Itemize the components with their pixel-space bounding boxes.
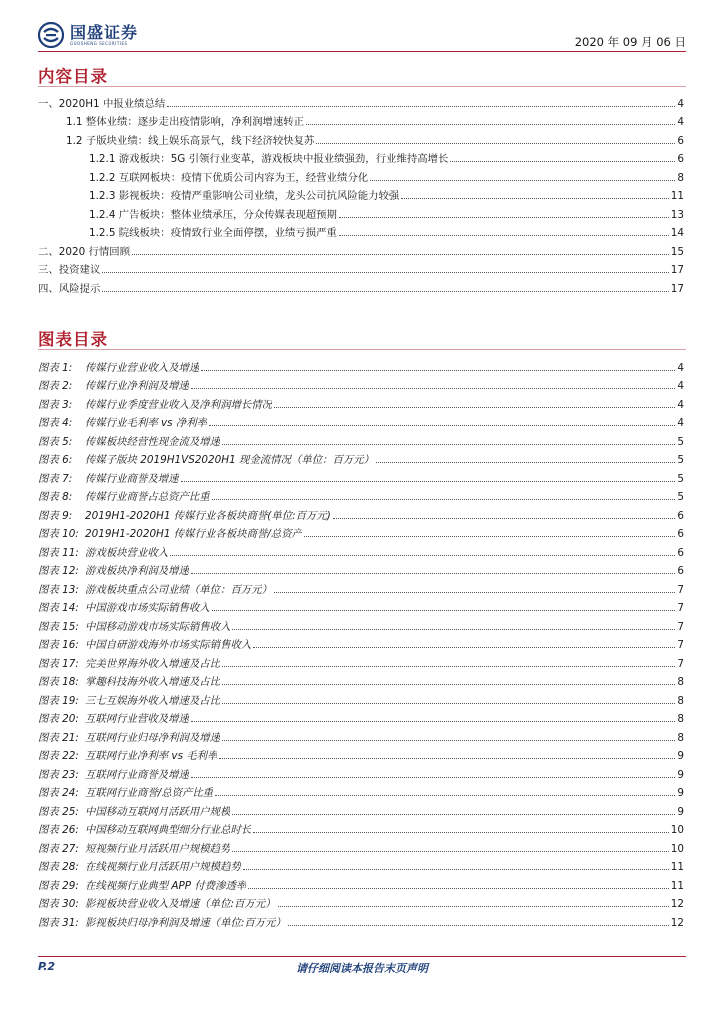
figure-caption: 中国游戏市场实际销售收入 bbox=[85, 602, 210, 614]
toc-leader-dots bbox=[401, 197, 668, 199]
figure-caption: 游戏板块重点公司业绩（单位：百万元） bbox=[85, 583, 273, 596]
toc-leader-dots bbox=[222, 665, 675, 667]
figure-entry-label bbox=[38, 396, 272, 411]
figure-entry-page: 8 bbox=[677, 731, 684, 744]
figure-entry-page: 5 bbox=[677, 454, 684, 466]
figure-entry-page: 4 bbox=[677, 417, 684, 429]
figure-entry-label bbox=[38, 673, 220, 688]
figures-title: 图表目录 bbox=[38, 330, 108, 349]
toc-entry[interactable] bbox=[38, 147, 684, 166]
figure-entry[interactable] bbox=[38, 781, 684, 800]
figure-entry[interactable] bbox=[38, 411, 684, 430]
figure-entry[interactable] bbox=[38, 392, 684, 411]
figure-entry-page: 11 bbox=[670, 861, 684, 873]
figure-entry-label bbox=[38, 914, 286, 929]
figure-caption: 掌趣科技海外收入增速及占比 bbox=[85, 676, 221, 688]
figure-entry-page: 11 bbox=[670, 879, 684, 892]
toc-entry-page: 14 bbox=[670, 227, 684, 239]
contents-list bbox=[38, 91, 684, 295]
figure-entry-page: 8 bbox=[677, 694, 684, 707]
toc-entry[interactable] bbox=[38, 221, 684, 240]
figure-entry-page: 5 bbox=[677, 472, 684, 485]
toc-leader-dots bbox=[222, 443, 675, 445]
figure-number: 图表 23: bbox=[38, 768, 79, 781]
figure-caption: 三七互娱海外收入增速及占比 bbox=[85, 694, 221, 707]
toc-leader-dots bbox=[288, 924, 669, 926]
toc-leader-dots bbox=[222, 739, 675, 741]
figure-caption: 影视板块归母净利润及增速（单位:百万元） bbox=[85, 916, 286, 929]
figure-number: 图表 17: bbox=[38, 657, 79, 670]
figure-entry-page: 7 bbox=[677, 639, 684, 651]
toc-leader-dots bbox=[306, 123, 675, 125]
figure-entry[interactable] bbox=[38, 614, 684, 633]
figure-caption: 传媒子版块 2019H1VS2020H1 现金流情况（单位：百万元） bbox=[85, 454, 375, 466]
toc-leader-dots bbox=[232, 813, 675, 815]
figure-caption: 游戏板块营业收入 bbox=[85, 546, 169, 559]
figure-entry-page: 12 bbox=[670, 898, 684, 910]
page-header bbox=[38, 18, 686, 50]
figure-entry-page: 10 bbox=[670, 842, 684, 855]
figure-entry-label bbox=[38, 840, 230, 855]
toc-entry-label: 1.2.4 广告板块：整体业绩承压，分众传媒表现超预期 bbox=[89, 208, 337, 221]
figure-number: 图表 31: bbox=[38, 916, 79, 929]
toc-leader-dots bbox=[274, 406, 675, 408]
figure-entry[interactable] bbox=[38, 836, 684, 855]
figure-caption: 传媒板块经营性现金流及增速 bbox=[85, 435, 221, 448]
figure-entry[interactable] bbox=[38, 651, 684, 670]
toc-entry-label: 四、风险提示 bbox=[38, 282, 101, 295]
page-number: P.2 bbox=[38, 960, 56, 973]
figure-caption: 互联网行业归母净利润及增速 bbox=[85, 731, 221, 744]
figure-number: 图表 8: bbox=[38, 491, 73, 503]
figure-number: 图表 24: bbox=[38, 787, 79, 799]
toc-leader-dots bbox=[376, 461, 675, 463]
figure-entry[interactable] bbox=[38, 596, 684, 615]
figure-number: 图表 20: bbox=[38, 713, 79, 725]
toc-leader-dots bbox=[304, 535, 675, 537]
toc-entry-page: 17 bbox=[670, 264, 684, 276]
toc-leader-dots bbox=[253, 831, 669, 833]
figure-number: 图表 21: bbox=[38, 731, 79, 744]
guosheng-logo-icon bbox=[38, 22, 64, 48]
toc-entry-label: 一、2020H1 中报业绩总结 bbox=[38, 97, 166, 110]
toc-entry-page: 8 bbox=[677, 171, 684, 184]
toc-entry-page: 4 bbox=[677, 97, 684, 110]
toc-entry-label: 1.2.3 影视板块：疫情严重影响公司业绩，龙头公司抗风险能力较强 bbox=[89, 190, 400, 202]
toc-leader-dots bbox=[132, 253, 669, 255]
figure-caption: 传媒行业净利润及增速 bbox=[85, 380, 189, 392]
figure-number: 图表 14: bbox=[38, 602, 79, 614]
toc-entry[interactable] bbox=[38, 239, 684, 258]
toc-entry[interactable] bbox=[38, 202, 684, 221]
figure-entry[interactable] bbox=[38, 485, 684, 504]
figure-number: 图表 12: bbox=[38, 565, 79, 577]
toc-entry[interactable] bbox=[38, 91, 684, 110]
toc-entry-label: 1.2.5 院线板块：疫情致行业全面停摆，业绩亏损严重 bbox=[89, 227, 337, 239]
figure-number: 图表 26: bbox=[38, 824, 79, 836]
figure-entry-page: 12 bbox=[670, 916, 684, 929]
figure-entry[interactable] bbox=[38, 633, 684, 652]
figure-entry-label bbox=[38, 451, 374, 466]
figure-entry[interactable] bbox=[38, 725, 684, 744]
figure-entry[interactable] bbox=[38, 374, 684, 393]
figure-entry-label bbox=[38, 821, 251, 836]
figure-number: 图表 1: bbox=[38, 361, 73, 374]
header-divider bbox=[38, 51, 686, 52]
figure-entry-page: 6 bbox=[677, 565, 684, 577]
figure-number: 图表 27: bbox=[38, 842, 79, 855]
toc-entry-page: 11 bbox=[670, 190, 684, 202]
toc-entry-page: 13 bbox=[670, 208, 684, 221]
toc-leader-dots bbox=[191, 572, 675, 574]
report-date: 2020 年 09 月 06 日 bbox=[574, 35, 686, 49]
figure-entry-label bbox=[38, 470, 179, 485]
figure-entry-label bbox=[38, 581, 272, 596]
figure-entry-label bbox=[38, 729, 220, 744]
figure-caption: 互联网行业商誉及增速 bbox=[85, 768, 189, 781]
figure-entry-label bbox=[38, 858, 241, 873]
figure-entry[interactable] bbox=[38, 503, 684, 522]
figure-entry-page: 6 bbox=[677, 528, 684, 540]
figure-entry-page: 7 bbox=[677, 602, 684, 614]
figure-entry-label bbox=[38, 562, 189, 577]
toc-leader-dots bbox=[370, 179, 675, 181]
figures-title-divider bbox=[38, 349, 686, 350]
figure-number: 图表 13: bbox=[38, 583, 79, 596]
toc-entry[interactable] bbox=[38, 184, 684, 203]
toc-entry-page: 4 bbox=[677, 116, 684, 128]
toc-leader-dots bbox=[339, 234, 669, 236]
figure-caption: 短视频行业月活跃用户规模趋势 bbox=[85, 842, 231, 855]
toc-leader-dots bbox=[212, 498, 676, 500]
figure-entry-page: 9 bbox=[677, 787, 684, 799]
figure-entry-page: 9 bbox=[677, 750, 684, 762]
figure-entry[interactable] bbox=[38, 448, 684, 467]
figure-caption: 2019H1-2020H1 传媒行业各板块商誉(单位:百万元) bbox=[85, 509, 331, 522]
figure-entry[interactable] bbox=[38, 799, 684, 818]
figure-number: 图表 2: bbox=[38, 380, 73, 392]
figure-number: 图表 16: bbox=[38, 639, 79, 651]
toc-entry-page: 6 bbox=[677, 153, 684, 165]
figure-caption: 传媒行业商誉及增速 bbox=[85, 472, 179, 485]
figure-entry-label bbox=[38, 895, 276, 910]
figure-entry[interactable] bbox=[38, 466, 684, 485]
figure-entry-label bbox=[38, 618, 230, 633]
figure-entry-page: 8 bbox=[677, 713, 684, 725]
toc-leader-dots bbox=[339, 216, 669, 218]
figure-entry-label bbox=[38, 488, 210, 503]
figure-entry-label bbox=[38, 544, 168, 559]
figure-number: 图表 28: bbox=[38, 861, 79, 873]
toc-entry-label: 1.2 子版块业绩：线上娱乐高景气，线下经济较快复苏 bbox=[66, 134, 315, 147]
figure-entry-label bbox=[38, 359, 199, 374]
figure-entry-page: 4 bbox=[677, 398, 684, 411]
figure-entry-page: 6 bbox=[677, 509, 684, 522]
figure-entry-label bbox=[38, 636, 251, 651]
figure-entry-label bbox=[38, 710, 189, 725]
figure-entry[interactable] bbox=[38, 559, 684, 578]
toc-leader-dots bbox=[167, 105, 675, 107]
figure-number: 图表 11: bbox=[38, 546, 79, 559]
figure-entry[interactable] bbox=[38, 540, 684, 559]
toc-entry-page: 15 bbox=[670, 245, 684, 258]
figure-entry-label bbox=[38, 784, 213, 799]
figure-entry[interactable] bbox=[38, 892, 684, 911]
figure-entry-label bbox=[38, 877, 246, 892]
toc-entry[interactable] bbox=[38, 258, 684, 277]
toc-leader-dots bbox=[278, 905, 669, 907]
figure-number: 图表 9: bbox=[38, 509, 73, 522]
figure-entry-page: 8 bbox=[677, 676, 684, 688]
figure-caption: 2019H1-2020H1 传媒行业各板块商誉/总资产 bbox=[85, 528, 302, 540]
figure-number: 图表 3: bbox=[38, 398, 73, 411]
figure-entry-label bbox=[38, 766, 189, 781]
figure-entry-page: 9 bbox=[677, 805, 684, 818]
toc-leader-dots bbox=[274, 591, 675, 593]
figure-entry-page: 10 bbox=[670, 824, 684, 836]
toc-leader-dots bbox=[232, 850, 668, 852]
toc-leader-dots bbox=[450, 160, 675, 162]
figure-number: 图表 18: bbox=[38, 676, 79, 688]
figure-number: 图表 5: bbox=[38, 435, 73, 448]
figures-list bbox=[38, 355, 684, 929]
figure-entry-label bbox=[38, 507, 331, 522]
figure-caption: 互联网行业净利率 vs 毛利率 bbox=[85, 750, 218, 762]
figure-caption: 传媒行业营业收入及增速 bbox=[85, 361, 200, 374]
figure-number: 图表 6: bbox=[38, 454, 73, 466]
figure-entry-page: 9 bbox=[677, 768, 684, 781]
figure-entry[interactable] bbox=[38, 522, 684, 541]
figure-entry[interactable] bbox=[38, 577, 684, 596]
figure-number: 图表 7: bbox=[38, 472, 73, 485]
figure-entry[interactable] bbox=[38, 910, 684, 929]
figure-entry-page: 4 bbox=[677, 361, 684, 374]
toc-leader-dots bbox=[219, 757, 675, 759]
figure-entry-label bbox=[38, 414, 207, 429]
toc-entry-page: 17 bbox=[670, 282, 684, 295]
figure-caption: 互联网行业营收及增速 bbox=[85, 713, 189, 725]
footer-disclaimer: 请仔细阅读本报告末页声明 bbox=[296, 962, 428, 975]
logo-name-en: GUOSHENG SECURITIES bbox=[70, 41, 128, 46]
figure-number: 图表 10: bbox=[38, 528, 79, 540]
figure-entry[interactable] bbox=[38, 855, 684, 874]
toc-leader-dots bbox=[191, 720, 675, 722]
figure-entry-label bbox=[38, 655, 220, 670]
figure-entry-label bbox=[38, 377, 189, 392]
toc-leader-dots bbox=[170, 554, 675, 556]
toc-leader-dots bbox=[248, 887, 668, 889]
company-logo bbox=[38, 22, 138, 48]
figure-number: 图表 29: bbox=[38, 879, 79, 892]
toc-entry-label: 三、投资建议 bbox=[38, 264, 101, 276]
toc-leader-dots bbox=[333, 517, 676, 519]
figure-number: 图表 25: bbox=[38, 805, 79, 818]
figure-caption: 传媒行业毛利率 vs 净利率 bbox=[85, 417, 208, 429]
figure-number: 图表 4: bbox=[38, 417, 73, 429]
toc-leader-dots bbox=[222, 702, 675, 704]
figure-entry-page: 4 bbox=[677, 380, 684, 392]
figure-entry[interactable] bbox=[38, 429, 684, 448]
figure-caption: 影视板块营业收入及增速（单位:百万元） bbox=[85, 898, 276, 910]
toc-leader-dots bbox=[191, 387, 675, 389]
figure-entry[interactable] bbox=[38, 818, 684, 837]
figure-caption: 在线视频行业月活跃用户规模趋势 bbox=[85, 861, 241, 873]
toc-leader-dots bbox=[222, 683, 675, 685]
toc-entry-label: 1.2.2 互联网板块：疫情下优质公司内容为王，经营业绩分化 bbox=[89, 171, 369, 184]
figure-entry-label bbox=[38, 692, 220, 707]
toc-leader-dots bbox=[102, 271, 668, 273]
figure-caption: 中国移动互联网典型细分行业总时长 bbox=[85, 824, 252, 836]
figure-number: 图表 30: bbox=[38, 898, 79, 910]
figure-entry[interactable] bbox=[38, 744, 684, 763]
figure-entry-page: 7 bbox=[677, 657, 684, 670]
toc-leader-dots bbox=[102, 290, 668, 292]
toc-leader-dots bbox=[253, 646, 675, 648]
figure-caption: 互联网行业商誉/总资产比重 bbox=[85, 787, 214, 799]
figure-number: 图表 22: bbox=[38, 750, 79, 762]
figure-entry[interactable] bbox=[38, 873, 684, 892]
figure-entry-label bbox=[38, 525, 302, 540]
toc-entry-label: 二、2020 行情回顾 bbox=[38, 245, 131, 258]
figure-entry-label bbox=[38, 599, 210, 614]
figure-entry-page: 5 bbox=[677, 435, 684, 448]
toc-entry[interactable] bbox=[38, 128, 684, 147]
toc-entry-page: 6 bbox=[677, 134, 684, 147]
contents-title: 内容目录 bbox=[38, 67, 108, 86]
figure-caption: 完美世界海外收入增速及占比 bbox=[85, 657, 221, 670]
figure-number: 图表 19: bbox=[38, 694, 79, 707]
toc-entry-label: 1.1 整体业绩：逐步走出疫情影响，净利润增速转正 bbox=[66, 116, 305, 128]
toc-entry[interactable] bbox=[38, 165, 684, 184]
figure-entry-page: 6 bbox=[677, 546, 684, 559]
toc-leader-dots bbox=[316, 142, 675, 144]
footer-divider bbox=[38, 956, 686, 957]
figure-entry-page: 5 bbox=[677, 491, 684, 503]
toc-leader-dots bbox=[215, 794, 675, 796]
figure-caption: 中国移动游戏市场实际销售收入 bbox=[85, 620, 231, 633]
figure-entry-label bbox=[38, 803, 230, 818]
logo-name-cn: 国盛证券 bbox=[70, 23, 139, 42]
toc-entry-label: 1.2.1 游戏板块：5G 引领行业变革，游戏板块中报业绩强劲，行业维持高增长 bbox=[89, 153, 449, 165]
toc-leader-dots bbox=[181, 480, 676, 482]
figure-caption: 游戏板块净利润及增速 bbox=[85, 565, 189, 577]
toc-leader-dots bbox=[232, 628, 675, 630]
contents-title-divider bbox=[38, 86, 686, 87]
toc-leader-dots bbox=[191, 776, 675, 778]
toc-leader-dots bbox=[201, 369, 675, 371]
figure-caption: 传媒行业商誉占总资产比重 bbox=[85, 491, 210, 503]
toc-leader-dots bbox=[209, 424, 675, 426]
figure-entry[interactable] bbox=[38, 707, 684, 726]
figure-caption: 中国自研游戏海外市场实际销售收入 bbox=[85, 639, 252, 651]
figure-entry[interactable] bbox=[38, 355, 684, 374]
toc-entry[interactable] bbox=[38, 110, 684, 129]
figure-entry-page: 7 bbox=[677, 583, 684, 596]
figure-entry-label bbox=[38, 433, 220, 448]
figure-entry[interactable] bbox=[38, 762, 684, 781]
figure-caption: 在线视频行业典型 APP 付费渗透率 bbox=[85, 879, 247, 892]
figure-caption: 中国移动互联网月活跃用户规模 bbox=[85, 805, 231, 818]
figure-caption: 传媒行业季度营业收入及净利润增长情况 bbox=[85, 398, 273, 411]
figure-entry[interactable] bbox=[38, 670, 684, 689]
toc-leader-dots bbox=[212, 609, 676, 611]
figure-entry[interactable] bbox=[38, 688, 684, 707]
figure-number: 图表 15: bbox=[38, 620, 79, 633]
figure-entry-page: 7 bbox=[677, 620, 684, 633]
toc-leader-dots bbox=[243, 868, 669, 870]
toc-entry[interactable] bbox=[38, 276, 684, 295]
figure-entry-label bbox=[38, 747, 217, 762]
